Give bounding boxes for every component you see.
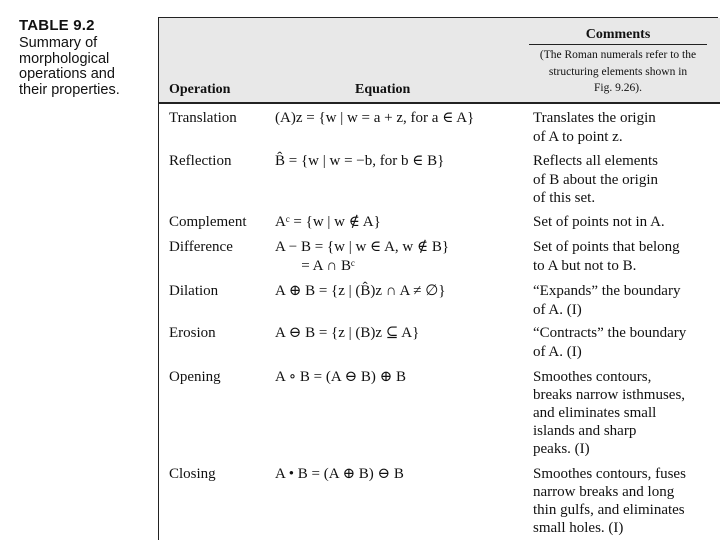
comment-opening-line: Smoothes contours, [533, 369, 652, 385]
caption-line: Summary of [19, 35, 98, 51]
comments-note-line: structuring elements shown in [548, 65, 688, 78]
operation-erosion: Erosion [169, 325, 216, 341]
operation-complement: Complement [169, 214, 247, 230]
comment-opening-line: breaks narrow isthmuses, [533, 387, 686, 403]
caption-line: morphological [19, 50, 110, 67]
comment-reflection-line: of B about the origin [533, 172, 658, 188]
operation-opening: Opening [169, 369, 221, 385]
operation-dilation: Dilation [169, 283, 219, 299]
comment-opening-line: peaks. (I) [533, 441, 590, 457]
comment-opening-line: islands and sharp [533, 423, 637, 439]
comment-closing-line: narrow breaks and long [533, 484, 675, 500]
operation-closing: Closing [169, 466, 216, 482]
operation-difference: Difference [169, 239, 233, 255]
equation-difference-line: A − B = {w | w ∈ A, w ∉ B} [275, 239, 450, 255]
comment-closing-line: small holes. (I) [533, 520, 624, 536]
caption-line: operations and [19, 66, 115, 82]
equation-reflection: B̂ = {w | w = −b, for b ∈ B} [275, 153, 445, 169]
column-header-comments: Comments [585, 27, 651, 42]
comments-note-line: Fig. 9.26). [594, 82, 642, 94]
column-header-operation: Operation [169, 82, 231, 97]
comment-reflection-line: of this set. [533, 190, 596, 206]
comments-rule [529, 44, 707, 45]
equation-closing: A • B = (A ⊕ B) ⊖ B [275, 466, 404, 482]
comment-opening-line: and eliminates small [533, 405, 657, 421]
comment-translation-line: Translates the origin [533, 110, 656, 126]
comment-dilation-line: of A. (I) [533, 302, 582, 318]
comment-erosion-line: of A. (I) [533, 344, 582, 360]
comment-closing-line: thin gulfs, and eliminates [533, 502, 685, 518]
equation-translation: (A)z = {w | w = a + z, for a ∈ A} [275, 110, 475, 126]
comments-note [529, 47, 707, 97]
comment-closing-line: Smoothes contours, fuses [533, 466, 686, 482]
equation-complement: Aᶜ = {w | w ∉ A} [275, 214, 381, 230]
equation-erosion: A ⊖ B = {z | (B)z ⊆ A} [275, 325, 420, 341]
operation-translation: Translation [169, 110, 237, 126]
comment-translation-line: of A to point z. [533, 129, 623, 145]
comment-dilation-line: “Expands” the boundary [533, 283, 681, 299]
equation-difference-line: = A ∩ Bᶜ [275, 258, 355, 274]
comment-difference-line: Set of points that belong [533, 239, 680, 255]
caption-line: their properties. [19, 81, 120, 98]
comment-reflection-line: Reflects all elements [533, 153, 658, 169]
comment-complement-line: Set of points not in A. [533, 214, 665, 230]
caption-text [19, 36, 154, 98]
operation-reflection: Reflection [169, 153, 232, 169]
header-rule [159, 102, 720, 104]
comment-erosion-line: “Contracts” the boundary [533, 325, 687, 341]
table-caption [19, 17, 154, 98]
comments-note-line: (The Roman numerals refer to the [539, 49, 697, 61]
table-number: TABLE 9.2 [19, 17, 95, 34]
equation-dilation: A ⊕ B = {z | (B̂)z ∩ A ≠ ∅} [275, 283, 446, 299]
comment-difference-line: to A but not to B. [533, 258, 637, 274]
equation-opening: A ∘ B = (A ⊖ B) ⊕ B [275, 369, 406, 385]
column-header-equation: Equation [355, 82, 411, 97]
